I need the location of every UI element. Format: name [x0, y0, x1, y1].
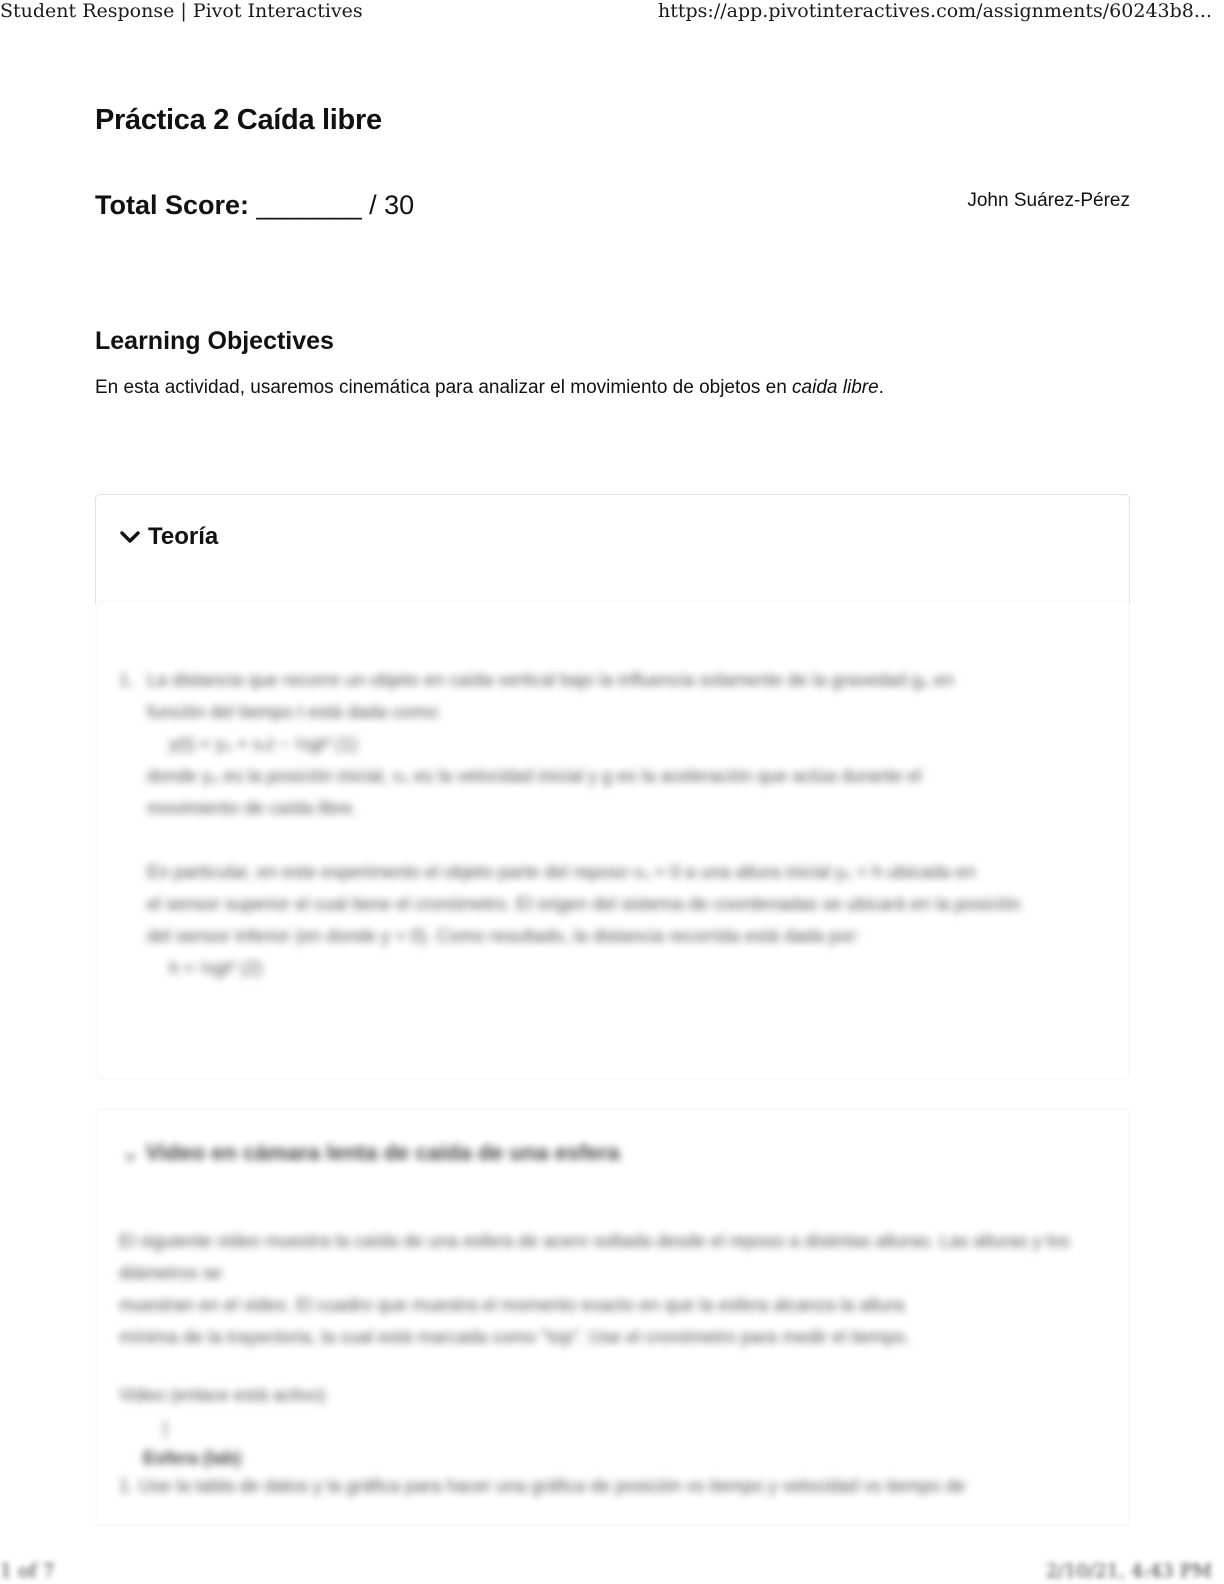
theory-list	[119, 664, 1109, 984]
lo-text-emphasis: caida libre	[792, 377, 879, 398]
print-header	[0, 0, 1224, 26]
theory-equation: y(t) = y₀ + v₀t − ½gt² (1)	[169, 734, 358, 754]
score-row	[95, 190, 1130, 230]
theory-panel-title: Teoría	[148, 523, 219, 550]
theory-equation: h = ½gt² (2)	[169, 958, 263, 978]
theory-line: del sensor inferior (en donde y = 0). Como resultado, la distancia recorrida está dada por:	[147, 926, 860, 946]
question-1	[119, 1476, 1104, 1497]
page-counter: 1 of 7	[0, 1560, 55, 1582]
print-url: https://app.pivotinteractives.com/assignments/60243b8...	[658, 0, 1212, 22]
theory-item-number: 1.	[119, 670, 135, 690]
assignment-title: Práctica 2 Caída libre	[95, 104, 382, 136]
print-page-title: Student Response | Pivot Interactives	[0, 0, 363, 22]
video-tick: |	[163, 1418, 168, 1438]
total-score	[95, 190, 414, 221]
spacer	[147, 824, 1109, 856]
theory-line: La distancia que recorre un objeto en caída vertical bajo la influencia solamente de la gravedad g₀ en	[147, 670, 954, 690]
total-score-value: _______ / 30	[249, 190, 415, 220]
video-panel	[97, 1110, 1128, 1524]
learning-objectives-text	[95, 377, 884, 399]
video-sub-heading: Esfera (lab)	[143, 1448, 242, 1468]
theory-line: el sensor superior el cual tiene el cronómetro. El origen del sistema de coordenadas se ubicará en la posición	[147, 894, 1021, 914]
print-timestamp: 2/10/21, 4:43 PM	[1045, 1560, 1212, 1582]
video-desc-line: El siguiente video muestra la caída de una esfera de acero soltada desde el reposo a distintas alturas. Las alturas y los diámetros se	[119, 1231, 1070, 1283]
chevron-down-icon	[120, 530, 140, 544]
chevron-down-icon: ⌄	[121, 1140, 146, 1165]
theory-panel-header[interactable]	[95, 494, 1130, 604]
total-score-label: Total Score:	[95, 190, 250, 220]
video-desc-line: mínima de la trayectoria, la cual está marcada como "top". Use el cronómetro para medir el tiempo.	[119, 1327, 911, 1347]
theory-item-body	[147, 664, 1109, 984]
theory-line: función del tiempo t está dada como:	[147, 702, 442, 722]
lo-text-after: .	[878, 377, 884, 398]
theory-line: En particular, en este experimento el objeto parte del reposo v₀ = 0 a una altura inicial y₀ = h ubicada en	[147, 862, 976, 882]
lo-text-before: En esta actividad, usaremos cinemática para analizar el movimiento de objetos en	[95, 377, 793, 398]
theory-panel-body	[97, 602, 1128, 1078]
question-1-number: 1.	[119, 1476, 135, 1496]
video-panel-title-text: Video en cámara lenta de caída de una esfera	[145, 1140, 620, 1165]
theory-line: movimiento de caída libre.	[147, 798, 358, 818]
theory-toggle[interactable]	[120, 523, 218, 551]
learning-objectives-heading: Learning Objectives	[95, 327, 334, 355]
student-name: John Suárez-Pérez	[967, 190, 1130, 211]
theory-line: donde y₀ es la posición inicial, v₀ es la velocidad inicial y g es la aceleración que actúa durante el	[147, 766, 922, 786]
video-link[interactable]: Video (enlace está activo)	[119, 1385, 326, 1405]
video-desc-line: muestran en el video. El cuadro que muestra el momento exacto en que la esfera alcanza la altura	[119, 1295, 905, 1315]
question-1-text: Use la tabla de datos y la gráfica para hacer una gráfica de posición vs tiempo y velocidad vs tiempo de	[139, 1476, 966, 1496]
video-panel-title[interactable]	[121, 1140, 620, 1166]
print-footer	[0, 1560, 1224, 1584]
video-description	[119, 1225, 1104, 1353]
